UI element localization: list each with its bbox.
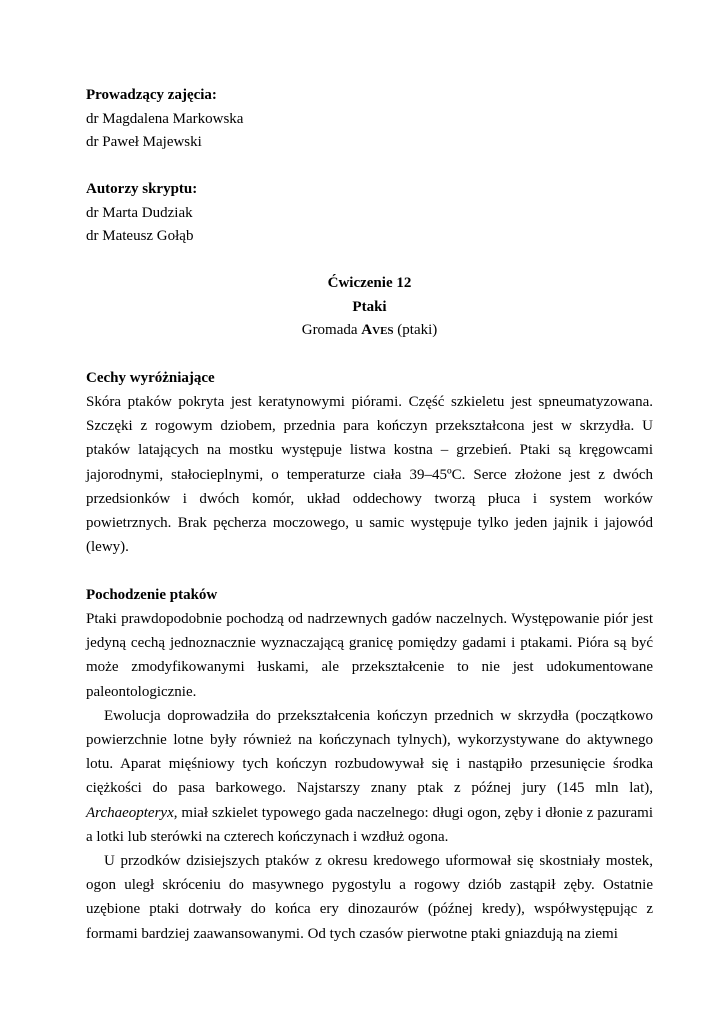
exercise-title: Ptaki bbox=[352, 298, 387, 315]
exercise-number: Ćwiczenie 12 bbox=[327, 275, 412, 291]
spacer bbox=[86, 155, 653, 179]
instructor-name: dr Magdalena Markowska bbox=[86, 110, 244, 127]
subtitle-suffix: (ptaki) bbox=[393, 322, 438, 338]
document-page bbox=[86, 84, 653, 946]
authors-heading: Autorzy skryptu: bbox=[86, 181, 198, 197]
archaeopteryx-term: Archaeopteryx bbox=[86, 804, 174, 821]
author-name: dr Mateusz Gołąb bbox=[86, 228, 194, 244]
features-paragraph: Skóra ptaków pokryta jest keratynowymi piórami. Część szkieletu jest spneumatyzowana. Szczęki z rogowym dziobem, przednia para kończyn przekształcona jest w skrzydła. U ptaków latających na mostku występuje listwa kostna – grzebień. Ptaki są kręgowcami jajorodnymi, stałocieplnymi, o temperaturze ciała 39–45ºC. Serce złożone jest z dwóch przedsionków i dwóch komór, układ oddechowy tworzą płuca i system worków powietrznych. Brak pęcherza moczowego, u samic występuje tylko jeden jajnik i jajowód (lewy). bbox=[86, 394, 653, 556]
spacer bbox=[86, 249, 653, 273]
exercise-subtitle bbox=[86, 319, 653, 343]
origin-p2-text: Ewolucja doprowadziła do przekształcenia kończyn przednich w skrzydła (początkowo powierzchnie lotne były również na kończynach tylnych), wykorzystywane do aktywnego lotu. Aparat mięśniowy tych kończyn rozbudowywał się i nastąpiło przesunięcie środka ciężkości do pasa barkowego. Najstarszy znany ptak z późnej jury (145 mln lat), bbox=[86, 707, 653, 797]
origin-paragraph-1: Ptaki prawdopodobnie pochodzą od nadrzewnych gadów naczelnych. Występowanie piór jest jedyną cechą jednoznacznie wyznaczającą granicę pomiędzy gadami i ptakami. Pióra są być może zmodyfikowanymi łuskami, ale przekształcenie to nie jest udokumentowane paleontologicznie. bbox=[86, 610, 653, 700]
origin-paragraph-2 bbox=[86, 704, 653, 849]
author-name: dr Marta Dudziak bbox=[86, 204, 193, 221]
spacer bbox=[86, 559, 653, 583]
origin-p2-text-end: , miał szkielet typowego gada naczelnego: długi ogon, zęby i dłonie z pazurami a lotki lub sterówki na czterech kończynach i wzdłuż ogona. bbox=[86, 804, 653, 845]
spacer bbox=[86, 343, 653, 367]
subtitle-prefix: Gromada bbox=[301, 322, 362, 338]
features-heading: Cechy wyróżniające bbox=[86, 370, 215, 386]
origin-heading: Pochodzenie ptaków bbox=[86, 586, 218, 603]
origin-paragraph-3: U przodków dzisiejszych ptaków z okresu kredowego uformował się skostniały mostek, ogon uległ skróceniu do masywnego pygostylu a rogowy dziób zastąpił zęby. Ostatnie uzębione ptaki dotrwały do końca ery dinozaurów (późnej kredy), współwystępując z formami bardziej zaawansowanymi. Od tych czasów pierwotne ptaki gniazdują na ziemi bbox=[86, 852, 653, 942]
subtitle-latin: Aves bbox=[361, 322, 394, 338]
instructor-name: dr Paweł Majewski bbox=[86, 134, 202, 150]
instructors-heading: Prowadzący zajęcia: bbox=[86, 87, 217, 103]
